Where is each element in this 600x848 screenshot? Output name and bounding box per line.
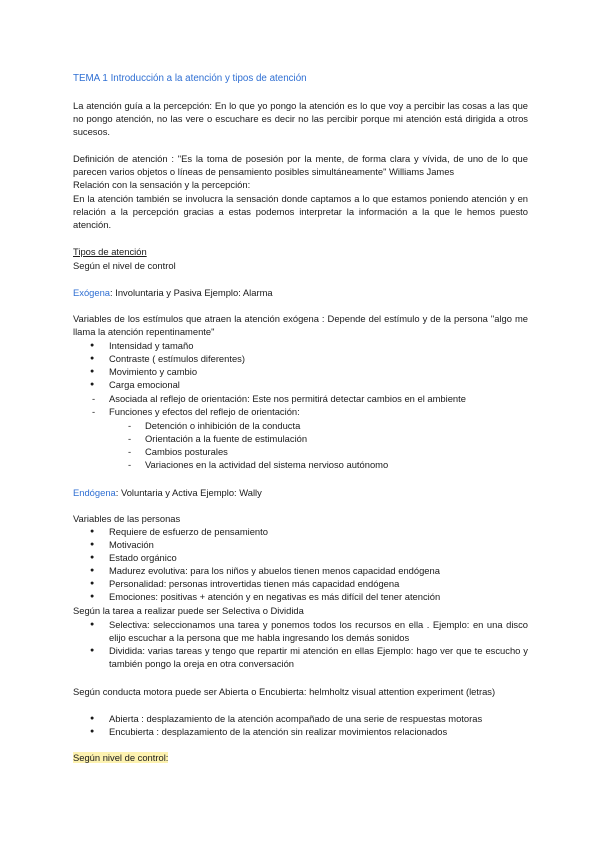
highlighted-heading: Según nivel de control:: [73, 752, 169, 763]
list-item: - Orientación a la fuente de estimulación: [73, 432, 528, 445]
relation-paragraph: En la atención también se involucra la sensación donde captamos a lo que estamos poniendo atención y en relación a la percepción gracias a estas podemos interpretar la información a la que le hemos puesto atención.: [73, 193, 528, 230]
endogena-desc: : Voluntaria y Activa Ejemplo: Wally: [115, 487, 262, 498]
list-item: ● Madurez evolutiva: para los niños y abuelos tienen menos capacidad endógena: [73, 564, 528, 577]
list-item: ● Intensidad y tamaño: [73, 339, 528, 352]
list-item: ● Dividida: varias tareas y tengo que repartir mi atención en ellas Ejemplo: hago ver que te escucho y también pongo la oreja en otra conversación: [73, 644, 528, 670]
list-item: ● Carga emocional: [73, 378, 528, 391]
list-item: ● Personalidad: personas introvertidas tienen más capacidad endógena: [73, 577, 528, 590]
list-item: ● Contraste ( estímulos diferentes): [73, 352, 528, 365]
orientation-sublist: [73, 419, 528, 471]
intro-paragraph: La atención guía a la percepción: En lo que yo pongo la atención es lo que voy a percibir las cosas a las que no pongo atención, no las vere o escuchare es decir no las percibir porque mi atención está dirigida a otros sucesos.: [73, 100, 528, 137]
person-variables-heading: Variables de las personas: [73, 513, 181, 524]
list-item: - Funciones y efectos del reflejo de orientación:: [73, 405, 528, 418]
exogena-line: [73, 286, 528, 299]
endogena-line: [73, 486, 528, 499]
exogena-term: Exógena: [73, 287, 111, 298]
list-item: ● Encubierta : desplazamiento de la atención sin realizar movimientos relacionados: [73, 725, 528, 738]
list-item: - Detención o inhibición de la conducta: [73, 419, 528, 432]
list-item: ● Motivación: [73, 538, 528, 551]
list-item: - Cambios posturales: [73, 445, 528, 458]
motor-list: [73, 712, 528, 738]
task-heading: Según la tarea a realizar puede ser Selectiva o Dividida: [73, 605, 304, 616]
page-title: TEMA 1 Introducción a la atención y tipos de atención: [73, 73, 307, 84]
control-heading: Según el nivel de control: [73, 260, 176, 271]
exogena-desc: : Involuntaria y Pasiva Ejemplo: Alarma: [110, 287, 273, 298]
task-list: [73, 618, 528, 670]
motor-heading: Según conducta motora puede ser Abierta o Encubierta: helmholtz visual attention experiment (letras): [73, 686, 496, 697]
list-item: ● Abierta : desplazamiento de la atención acompañado de una serie de respuestas motoras: [73, 712, 528, 725]
definition-paragraph: Definición de atención : "Es la toma de posesión por la mente, de forma clara y vívida, de uno de lo que parecen varios objetos o líneas de pensamiento posibles simultáneamente" Williams James: [73, 153, 528, 177]
final-heading: [73, 751, 168, 764]
relation-heading: Relación con la sensación y la percepción:: [73, 179, 251, 190]
list-item: ● Movimiento y cambio: [73, 365, 528, 378]
orientation-list: [73, 392, 528, 418]
stimulus-variables: Variables de los estímulos que atraen la atención exógena : Depende del estímulo y de la persona "algo me llama la atención repentinamente": [73, 313, 528, 337]
list-item: - Variaciones en la actividad del sistema nervioso autónomo: [73, 458, 528, 471]
types-heading: Tipos de atención: [73, 246, 147, 257]
list-item: ● Emociones: positivas + atención y en negativas es más difícil del tener atención: [73, 590, 528, 603]
list-item: ● Estado orgánico: [73, 551, 528, 564]
list-item: ● Selectiva: seleccionamos una tarea y ponemos todos los recursos en ella . Ejemplo: en una disco elijo escuchar a la persona que me habla ingresando los demás sonidos: [73, 618, 528, 644]
list-item: ● Requiere de esfuerzo de pensamiento: [73, 525, 528, 538]
list-item: - Asociada al reflejo de orientación: Este nos permitirá detectar cambios en el ambiente: [73, 392, 528, 405]
endogena-term: Endógena: [73, 487, 116, 498]
person-list: [73, 525, 528, 603]
stimulus-list: [73, 339, 528, 391]
